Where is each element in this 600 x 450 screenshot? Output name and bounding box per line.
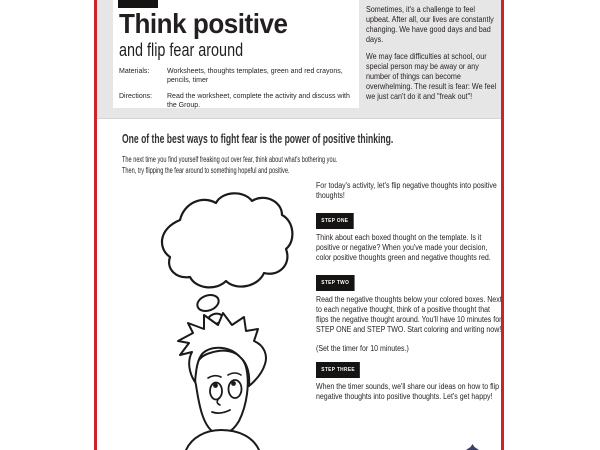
sidebar-paragraph-1: Sometimes, it's a challenge to feel upbeat. After all, our lives are constantly changing. We have good days and bad days. [366,5,494,44]
materials-row [119,67,353,85]
materials-value: Worksheets, thoughts templates, green and red crayons, pencils, timer [167,68,343,84]
directions-row [119,92,353,110]
step-one-text: Think about each boxed thought on the template. Is it positive or negative? When you've made your decision, color positive thoughts green and negative thoughts red. [316,233,491,262]
header-tab-badge [118,0,158,8]
boy-right-pupil [231,381,236,386]
boy-left-pupil [213,383,218,388]
intro-paragraph [122,155,337,176]
activity-steps-column [316,181,502,408]
page-title: Think positive [119,8,288,39]
header-band [97,0,501,119]
thought-cloud [162,193,292,287]
intro-line-1: The next time you find yourself freaking out over fear, think about what's bothering you. [122,155,338,164]
directions-value: Read the worksheet, complete the activity and discuss with the Group. [167,93,350,109]
step-three-text: When the timer sounds, we'll share our ideas on how to flip negative thoughts into positive thoughts. Let's get happy! [316,382,500,401]
directions-label: Directions: [119,93,153,100]
step-one-badge: STEP ONE [316,213,354,229]
step-two-text: Read the negative thoughts below your colored boxes. Next to each negative thought, think of a positive thought that flips the negative thought around. You'll have 10 minutes for STEP ONE and STEP TWO. Start coloring and writing now! [316,295,502,334]
step-two-badge: STEP TWO [316,275,354,291]
step-three-badge: STEP THREE [316,362,360,378]
materials-label: Materials: [119,68,150,75]
boy-shoulders [186,430,259,450]
page-subtitle: and flip fear around [119,40,244,60]
timer-note: (Set the timer for 10 minutes.) [316,344,409,353]
bubble-large [195,292,221,314]
title-card [113,0,359,108]
intro-line-2: Then, try flipping the fear around to something hopeful and positive. [122,165,290,175]
sidebar-paragraph-2: We may face difficulties at school, our special person may be away or any number of things can become overwhelming. The result is fear: We feel we just can't do it and "freak out"! [366,52,497,101]
main-heading: One of the best ways to fight fear is the power of positive thinking. [122,131,394,146]
header-sidebar-text [366,5,501,102]
page-footer-icon [466,444,479,450]
thought-bubble-boy-illustration [140,185,310,450]
activity-intro: For today's activity, let's flip negative thoughts into positive thoughts! [316,181,497,200]
